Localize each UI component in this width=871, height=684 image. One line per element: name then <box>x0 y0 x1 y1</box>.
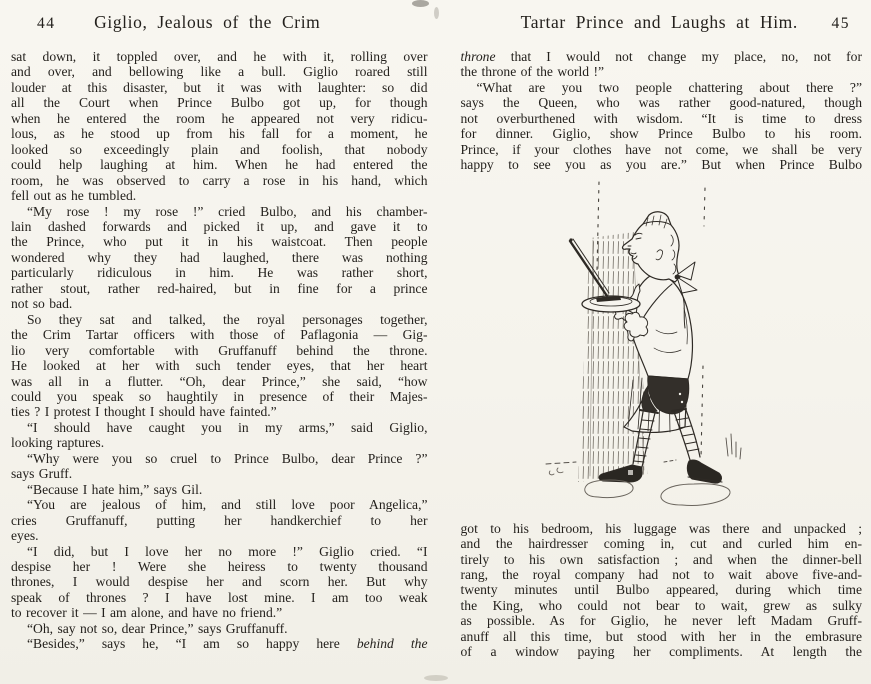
paragraph <box>11 312 428 420</box>
text-line: ties ? I protest I thought I should have fainted.” <box>11 404 277 420</box>
text-line: “Because I hate him,” says Gil. <box>27 481 203 497</box>
text-line: rang, the royal company had not to wait above five-and- <box>460 566 862 582</box>
text-line: looked so exceedingly plain and foolish, that nobody <box>11 141 428 157</box>
text-line: throne that I would not change my place, no, not for <box>460 49 862 64</box>
bulbo-walking-engraving <box>461 180 863 515</box>
text-line: “Oh, say not so, dear Prince,” says Gruffanuff. <box>27 620 288 636</box>
text-line: twenty minutes until Bulbo appeared, during which time <box>460 582 862 598</box>
text-line: when he entered the room he appeared not very ridicu- <box>11 110 428 126</box>
text-line: all the Court when Prince Bulbo got up, for though <box>11 95 428 111</box>
text-line: anuff all this time, but stood with her in the embrasure <box>460 628 862 644</box>
running-title-left: Giglio, Jealous of the Crim <box>94 12 321 32</box>
text-line: “I did, but I love her no more !” Giglio cried. “I <box>27 543 428 559</box>
text-line: and the hairdresser coming in, cut and curled him en- <box>460 536 862 552</box>
paragraph <box>11 636 428 651</box>
page-number-44: 44 <box>37 15 56 32</box>
text-line: and over, and bellowing like a bull. Giglio roared still <box>11 64 428 80</box>
paragraph <box>11 451 428 482</box>
text-line: lain dashed forwards and picked it up, and gave it to <box>11 218 428 234</box>
text-line: says Gruff. <box>11 466 73 482</box>
text-line: the Crim Tartar officers with those of Paflagonia — Gig- <box>11 327 428 343</box>
text-line: could you speak so haughtily in presence of their Majes- <box>11 388 428 404</box>
paragraph <box>11 544 428 621</box>
text-line: “What are you two people chattering about there ?” <box>476 79 862 95</box>
page-44-text <box>11 49 428 652</box>
text-line: to recover it — I am alone, and have no friend.” <box>11 605 283 621</box>
page-44-header <box>11 12 428 34</box>
text-line: “Why were you so cruel to Prince Bulbo, dear Prince ?” <box>27 450 428 466</box>
paragraph <box>461 49 863 80</box>
paragraph <box>11 482 428 497</box>
text-line: room, he was observed to carry a rose in his hand, which <box>11 172 428 188</box>
page-45 <box>436 0 871 684</box>
text-line: despise her ! Were she heiress to twenty thousand <box>11 558 428 574</box>
text-line: was all in a flutter. “Oh, dear Prince,” she said, “how <box>11 373 428 389</box>
text-line: Prince, if your clothes have not come, we shall be very <box>460 141 862 157</box>
text-line: the Prince, who put it in his waistcoat. Then people <box>11 234 428 250</box>
paragraph <box>461 80 863 173</box>
paragraph <box>11 420 428 451</box>
paragraph <box>11 204 428 312</box>
text-line: particularly ridiculous in him. He was rather short, <box>11 265 428 281</box>
text-line: looking raptures. <box>11 435 105 451</box>
text-line: thrones, I would despise her and scorn her. But why <box>11 574 428 590</box>
text-line: lio very comfortable with Gruffanuff behind the throne. <box>11 342 428 358</box>
engraving-svg <box>536 180 786 515</box>
text-line: as possible. As for Giglio, he never left Madam Gruff- <box>460 613 862 629</box>
text-line: “You are jealous of him, and still love poor Angelica,” <box>27 497 428 513</box>
text-line: not overburthened with wisdom. “It is time to dress <box>460 110 862 126</box>
text-line: of a window paying her compliments. At length the <box>460 644 862 660</box>
text-line: “Besides,” says he, “I am so happy here behind the <box>27 636 428 652</box>
text-line: rather stout, rather red-haired, but in fine for a prince <box>11 280 428 296</box>
paragraph <box>11 497 428 543</box>
text-line: the throne of the world !” <box>460 64 605 80</box>
text-line: lous, as he stood up from his fall for a moment, he <box>11 126 428 142</box>
paragraph <box>11 621 428 636</box>
text-line: for dinner. Giglio, show Prince Bulbo to his room. <box>460 126 862 142</box>
text-line: wondered why they had laughed, there was nothing <box>11 249 428 265</box>
text-line: happy to see you as you are.” But when Prince Bulbo <box>460 157 862 173</box>
text-line: got to his bedroom, his luggage was there and unpacked ; <box>460 520 862 536</box>
text-line: not so bad. <box>11 296 73 312</box>
text-line: speak of thrones ? I have lost mine. I am too weak <box>11 589 428 605</box>
paragraph <box>461 521 863 660</box>
page-45-text-top <box>461 49 863 173</box>
paragraph <box>11 49 428 204</box>
text-line: says the Queen, who was rather good-natured, though <box>460 95 862 111</box>
page-45-text-bottom <box>461 521 863 660</box>
text-line: cries Gruffanuff, putting her handkerchief to her <box>11 512 428 528</box>
text-line: So they sat and talked, the royal personages together, <box>27 311 428 327</box>
text-line: sat down, it toppled over, and he with it, rolling over <box>11 49 428 64</box>
page-45-header <box>461 12 863 34</box>
text-line: “My rose ! my rose !” cried Bulbo, and his chamber- <box>27 203 428 219</box>
text-line: He looked at her with such tender eyes, that her heart <box>11 358 428 374</box>
text-line: fell out as he tumbled. <box>11 188 137 204</box>
running-title-right: Tartar Prince and Laughs at Him. <box>520 12 798 32</box>
text-line: could help laughing at him. When he had entered the <box>11 157 428 173</box>
text-line: “I should have caught you in my arms,” said Giglio, <box>27 419 428 435</box>
text-line: tirely to his own satisfaction ; and when the dinner-bell <box>460 551 862 567</box>
text-line: eyes. <box>11 528 39 544</box>
text-line: louder at this disaster, but it was with laughter: so did <box>11 79 428 95</box>
page-number-45: 45 <box>831 15 850 32</box>
text-line: the King, who could not bear to wait, grew as sulky <box>460 597 862 613</box>
